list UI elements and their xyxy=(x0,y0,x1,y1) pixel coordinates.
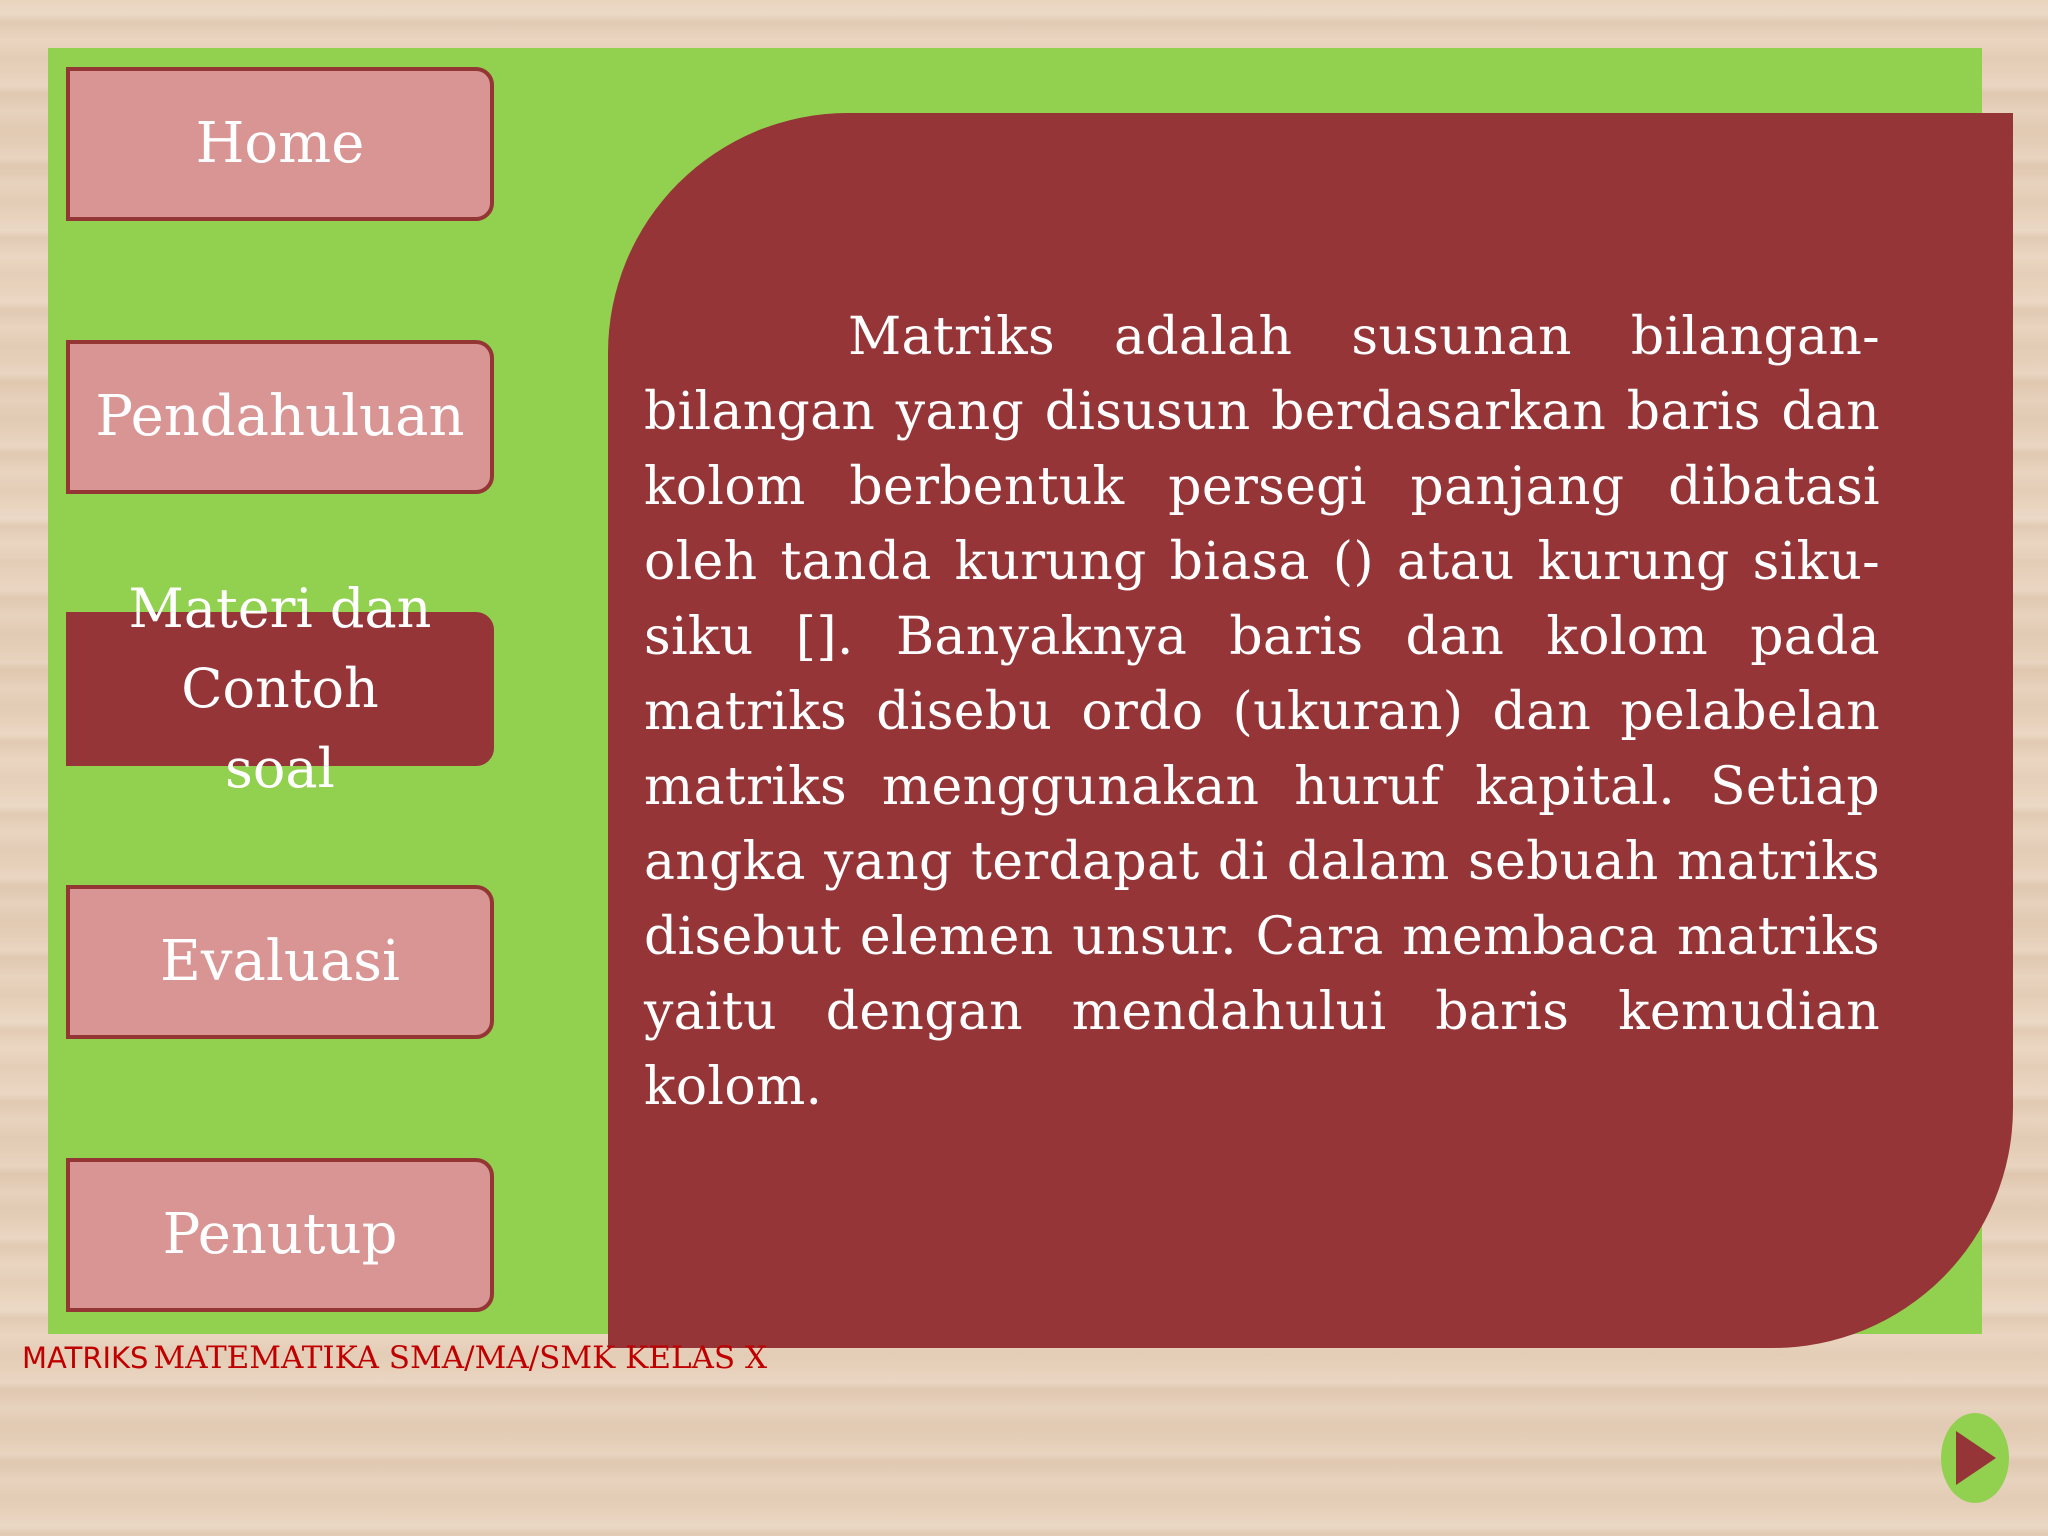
content-paragraph: Matriks adalah susunan bilangan-bilangan yang disusun berdasarkan baris dan kolom berbentuk persegi panjang dibatasi oleh tanda kurung biasa () atau kurung siku-siku []. Banyaknya baris dan kolom pada matriks disebu ordo (ukuran) dan pelabelan matriks menggunakan huruf kapital. Setiap angka yang terdapat di dalam sebuah matriks disebut elemen unsur. Cara membaca matriks yaitu dengan mendahului baris kemudian kolom. xyxy=(644,307,1880,1117)
nav-button-label: Penutup xyxy=(162,1202,398,1267)
nav-button-materi[interactable] xyxy=(66,577,494,800)
play-triangle-icon xyxy=(1941,1413,2009,1503)
next-slide-button[interactable] xyxy=(1941,1413,2009,1503)
nav-button-label: Materi dan Contoh soal xyxy=(128,577,432,800)
nav-button-label: Evaluasi xyxy=(160,929,400,994)
nav-button-pendahuluan[interactable] xyxy=(66,340,494,494)
footer-label xyxy=(22,1340,767,1376)
footer-main: MATEMATIKA SMA/MA/SMK KELAS X xyxy=(153,1340,768,1376)
nav-button-penutup[interactable] xyxy=(66,1158,494,1312)
nav-button-label: Home xyxy=(195,111,365,176)
footer-prefix: MATRIKS xyxy=(22,1341,149,1375)
nav-button-label: Pendahuluan xyxy=(95,384,465,449)
nav-button-home[interactable] xyxy=(66,67,494,221)
nav-button-evaluasi[interactable] xyxy=(66,885,494,1039)
